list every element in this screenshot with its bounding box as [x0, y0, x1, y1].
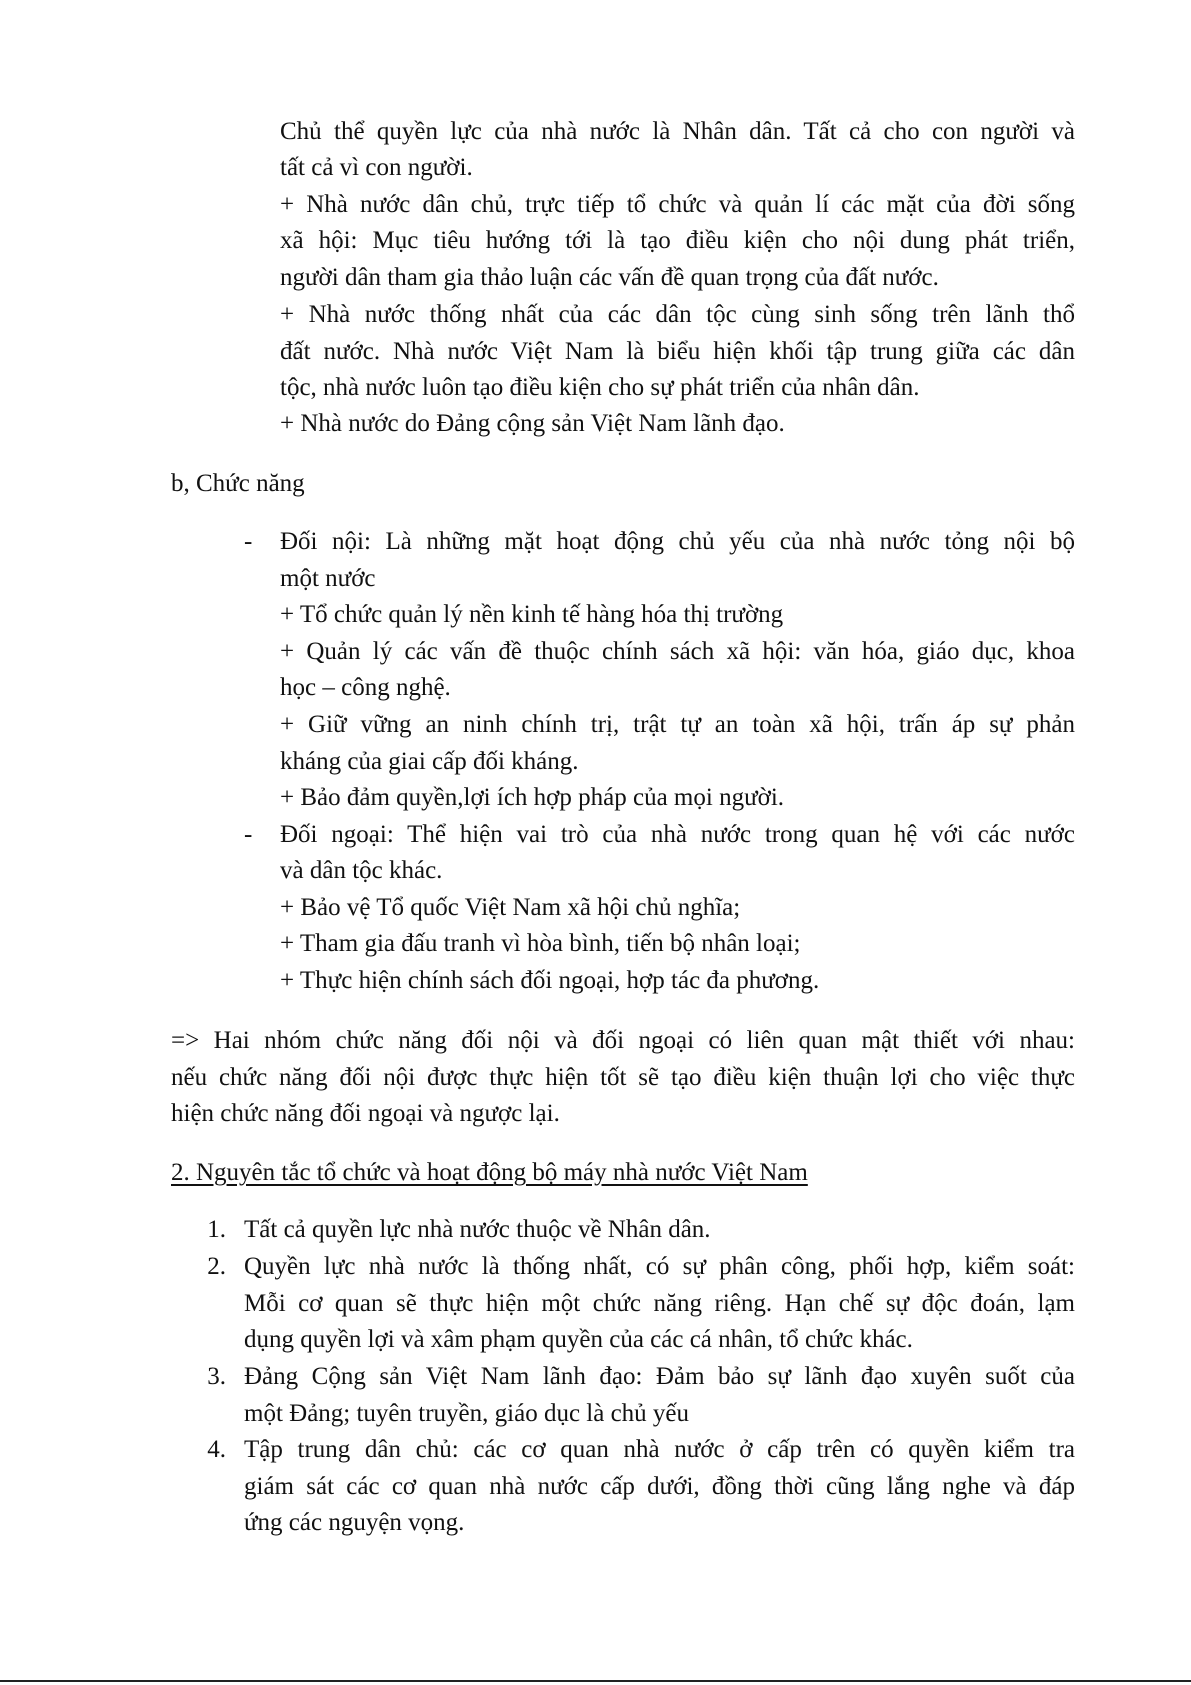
list-item-line: một Đảng; tuyên truyền, giáo dục là chủ yếu: [244, 1400, 690, 1427]
list-item-line: giám sát các cơ quan nhà nước cấp dưới, đồng thời cũng lắng nghe và đáp: [244, 1473, 1075, 1500]
paragraph-line: + Nhà nước thống nhất của các dân tộc cùng sinh sống trên lãnh thổ: [280, 301, 1075, 328]
list-item-line: Tập trung dân chủ: các cơ quan nhà nước ở cấp trên có quyền kiểm tra: [244, 1436, 1075, 1463]
list-item-line: và dân tộc khác.: [280, 857, 443, 884]
list-item-line: + Quản lý các vấn đề thuộc chính sách xã hội: văn hóa, giáo dục, khoa: [280, 638, 1075, 665]
list-item-line: + Bảo đảm quyền,lợi ích hợp pháp của mọi người.: [280, 784, 785, 811]
paragraph-line: + Nhà nước dân chủ, trực tiếp tổ chức và quản lí các mặt của đời sống: [280, 191, 1075, 218]
list-number: 3.: [207, 1363, 226, 1390]
list-item-line: Tất cả quyền lực nhà nước thuộc về Nhân dân.: [244, 1216, 711, 1243]
paragraph-line: hiện chức năng đối ngoại và ngược lại.: [171, 1100, 560, 1127]
list-number: 2.: [207, 1253, 226, 1280]
page-bottom-border: [0, 1680, 1191, 1682]
list-item-line: Đối nội: Là những mặt hoạt động chủ yếu của nhà nước tỏng nội bộ: [280, 528, 1075, 555]
paragraph-line: xã hội: Mục tiêu hướng tới là tạo điều kiện cho nội dung phát triển,: [280, 227, 1075, 254]
list-dash: -: [244, 821, 253, 848]
list-item-line: + Tham gia đấu tranh vì hòa bình, tiến bộ nhân loại;: [280, 930, 801, 957]
list-item-line: + Giữ vững an ninh chính trị, trật tự an toàn xã hội, trấn áp sự phản: [280, 711, 1075, 738]
paragraph-line: Chủ thể quyền lực của nhà nước là Nhân dân. Tất cả cho con người và: [280, 118, 1075, 145]
paragraph-line: tất cả vì con người.: [280, 154, 473, 181]
list-item-line: ứng các nguyện vọng.: [244, 1509, 465, 1536]
list-item-line: + Thực hiện chính sách đối ngoại, hợp tác đa phương.: [280, 967, 820, 994]
paragraph-line: + Nhà nước do Đảng cộng sản Việt Nam lãnh đạo.: [280, 410, 785, 437]
list-item-line: + Bảo vệ Tổ quốc Việt Nam xã hội chủ nghĩa;: [280, 894, 741, 921]
list-item-line: học – công nghệ.: [280, 674, 451, 701]
paragraph-line: người dân tham gia thảo luận các vấn đề quan trọng của đất nước.: [280, 264, 939, 291]
list-item-line: Đảng Cộng sản Việt Nam lãnh đạo: Đảm bảo sự lãnh đạo xuyên suốt của: [244, 1363, 1075, 1390]
list-item-line: kháng của giai cấp đối kháng.: [280, 748, 579, 775]
list-item-line: + Tổ chức quản lý nền kinh tế hàng hóa thị trường: [280, 601, 784, 628]
section-2-heading: 2. Nguyên tắc tổ chức và hoạt động bộ máy nhà nước Việt Nam: [171, 1159, 808, 1186]
list-item-line: một nước: [280, 565, 376, 592]
section-b-heading: b, Chức năng: [171, 470, 305, 497]
list-item-line: dụng quyền lợi và xâm phạm quyền của các cá nhân, tổ chức khác.: [244, 1326, 913, 1353]
paragraph-line: đất nước. Nhà nước Việt Nam là biểu hiện khối tập trung giữa các dân: [280, 338, 1075, 365]
paragraph-line: nếu chức năng đối nội được thực hiện tốt sẽ tạo điều kiện thuận lợi cho việc thực: [171, 1064, 1075, 1091]
list-number: 4.: [207, 1436, 226, 1463]
paragraph-line: => Hai nhóm chức năng đối nội và đối ngoại có liên quan mật thiết với nhau:: [171, 1027, 1075, 1054]
list-number: 1.: [207, 1216, 226, 1243]
list-item-line: Đối ngoại: Thể hiện vai trò của nhà nước trong quan hệ với các nước: [280, 821, 1075, 848]
paragraph-line: tộc, nhà nước luôn tạo điều kiện cho sự phát triển của nhân dân.: [280, 374, 920, 401]
list-dash: -: [244, 528, 253, 555]
list-item-line: Mỗi cơ quan sẽ thực hiện một chức năng riêng. Hạn chế sự độc đoán, lạm: [244, 1290, 1075, 1317]
list-item-line: Quyền lực nhà nước là thống nhất, có sự phân công, phối hợp, kiểm soát:: [244, 1253, 1075, 1280]
